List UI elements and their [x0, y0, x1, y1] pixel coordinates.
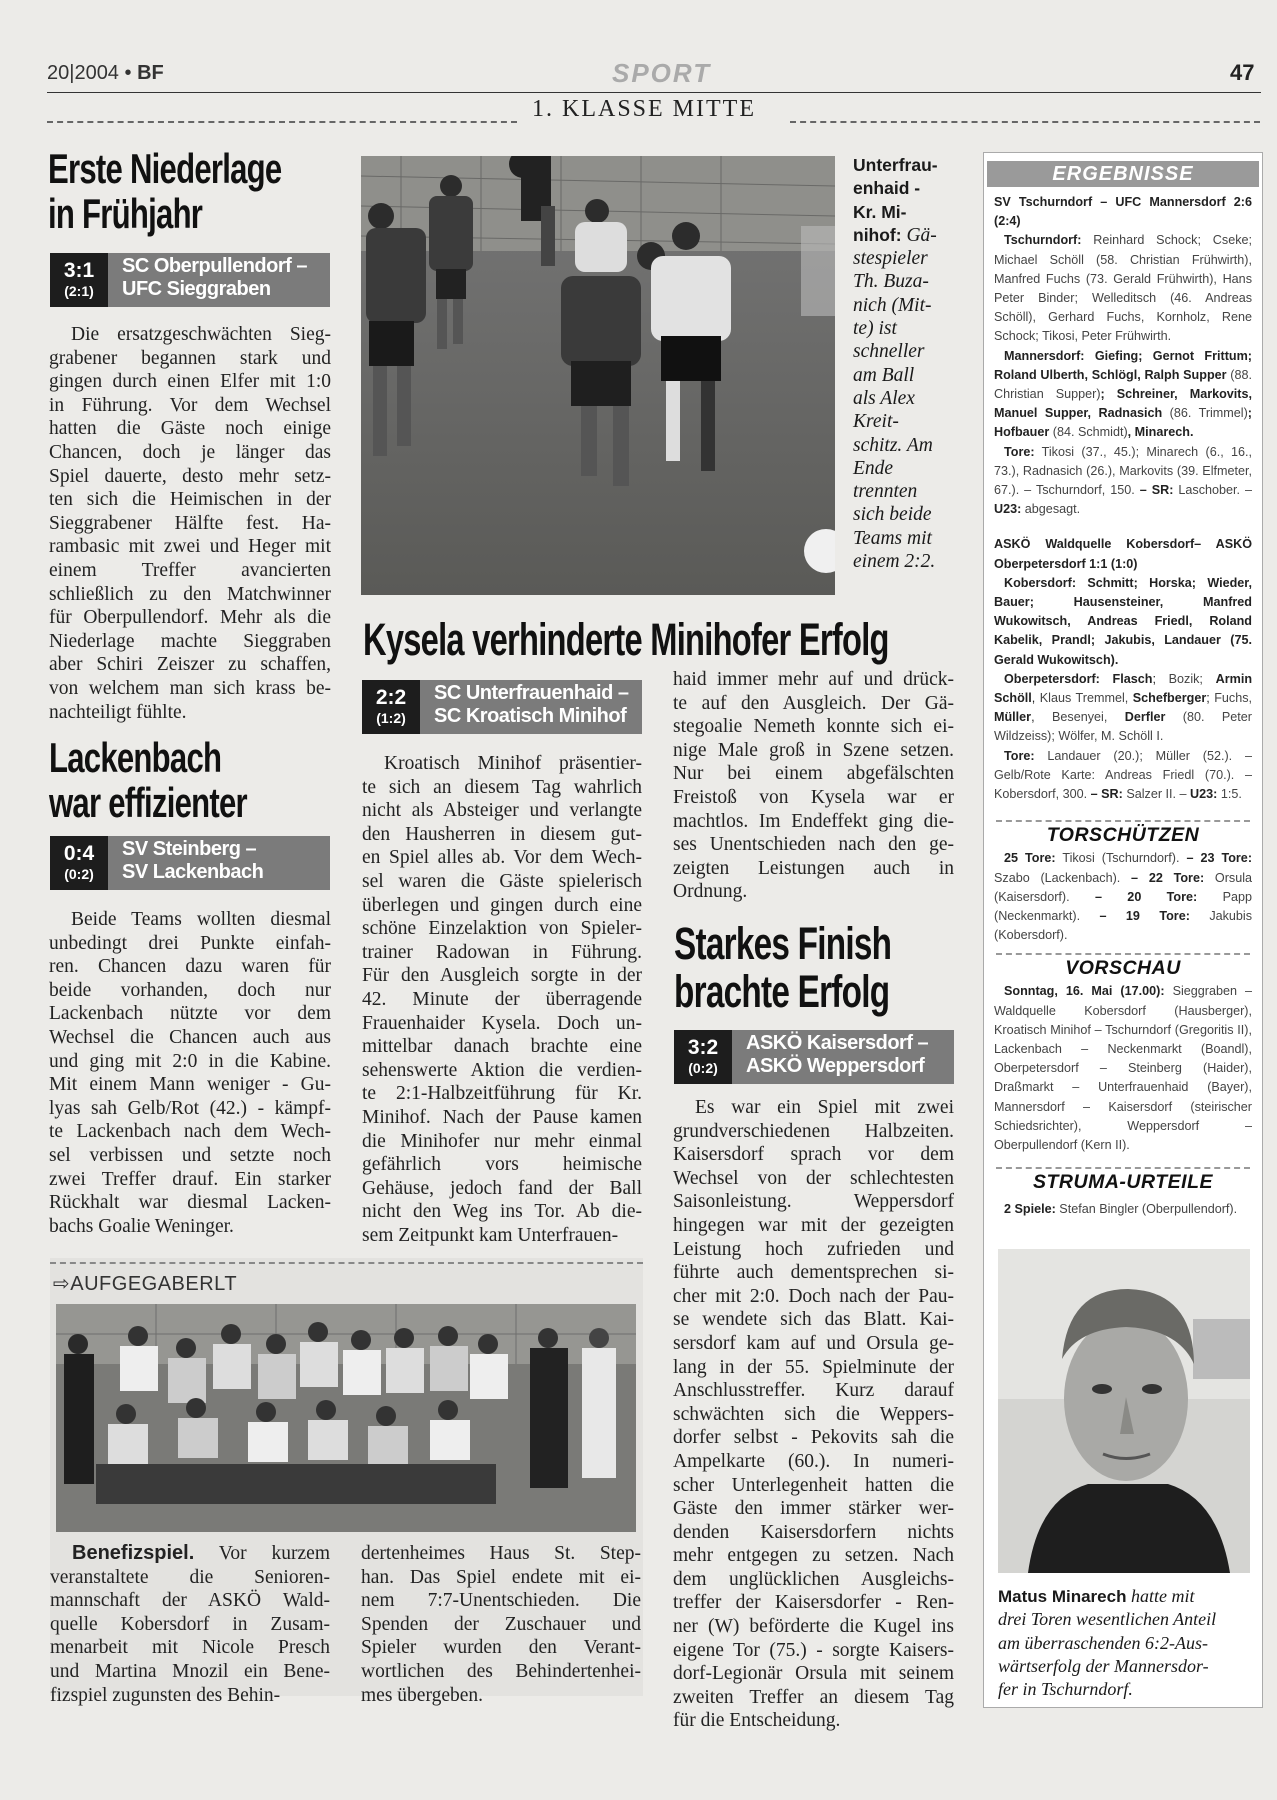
text-line: Beide Teams wollten diesmal	[71, 909, 331, 930]
score-halftime: (1:2)	[376, 710, 406, 726]
ergebnisse-result-1: SV Tschurndorf – UFC Mannersdorf 2:6 (2:4) Tschurndorf: Reinhard Schock; Cseke; Michael Schöll (58. Christian Frühwirth), Manfred Fuchs (73. Gerald Frühwirth), Hans Peter Binder; Welleditsch (46. Andreas Schöll), Gerhard Fuchs, Kornholz, Rene Schock; Tikosi, Peter Frühwirth. Mannersdorf: Giefing; Gernot Frittum; Roland Ulberth, Schlögl, Ralph Supper (88. Christian Supper); Schreiner, Markovits, Manuel Supper, Radnasich (86. Trimmel); Hofbauer (84. Schmidt), Minarech. Tore: Tikosi (37., 45.); Minarech (6., 16., 73.), Radnasich (26.), Markovits (39. Elfmeter, 67.). – Tschurndorf, 150. – SR: Laschober. – U23: abgesagt.	[994, 195, 1253, 517]
text-line: nige Male groß in Szene setzen.	[673, 739, 954, 761]
aufgegaberlt-text-col2	[361, 1542, 641, 1707]
ergebnisse-result-2: ASKÖ Waldquelle Kobersdorf– ASKÖ Oberpetersdorf 1:1 (1:0) Kobersdorf: Schmitt; Horska; Wieder, Bauer; Hausensteiner, Manfred Wukowitsch, Andreas Friedl, Roland Kabelik, Prandl; Jakubis, Landauer (75. Gerald Wukowitsch). Oberpetersdorf: Flasch; Bozik; Armin Schöll, Klaus Tremmel, Schefberger; Fuchs, Müller, Besenyei, Derfler (80. Peter Wildzeiss); Wölfer, M. Schöll I. Tore: Landauer (20.); Müller (52.). – Gelb/Rote Karte: Andreas Friedl (70.). – Kobersdorf, 300. – SR: Salzer II. – U23: 1:5.	[994, 537, 1253, 802]
league-title: 1. KLASSE MITTE	[532, 96, 756, 122]
article2-score-bar	[50, 836, 330, 890]
group-photo-image	[56, 1304, 636, 1532]
text-line: Spiel dauerte, desto mehr setz-	[49, 465, 331, 487]
text-line: sehenswerte Aktion die verdien-	[362, 1059, 642, 1081]
caption-line: fer in Tschurndorf.	[998, 1679, 1133, 1700]
score-result: 3:2	[687, 1036, 719, 1059]
article1-body	[49, 323, 331, 724]
vorschau-list: Sonntag, 16. Mai (17.00): Sieggraben – Waldquelle Kobersdorf (Hausberger), Kroatisch Minihof – Tschurndorf (Gregoritis II), Lackenbach – Neckenmarkt (Boandl), Oberpetersdorf – Steinberg (Haider), Draßmarkt – Unterfrauenhaid (Bayer), Mannersdorf – Kaisersdorf (steirischer Schiedsrichter), Weppersdorf – Oberpullendorf (Kern II).	[994, 984, 1253, 1152]
text-line: hingegen war mit der gezeigten	[673, 1214, 954, 1236]
text-line: hatten die Gäste noch einige	[49, 418, 331, 440]
text-line: wortlichen des Behindertenhei-	[361, 1660, 641, 1682]
text-line: mittelbar danach brachte eine	[362, 1036, 642, 1058]
text-line: und ging mit 2:0 in die Kabine.	[49, 1050, 331, 1072]
text-line: Gäste den immer stärker wer-	[673, 1498, 954, 1520]
text-line: stegoalie Nemeth konnte sich ei-	[673, 716, 954, 738]
text-line: mehr entgegen zu setzen. Nach	[673, 1545, 954, 1567]
soccer-match-image	[361, 156, 835, 595]
text-line: grabener begannen stark und	[49, 347, 331, 369]
text-line: Leistung hoch zufrieden und	[673, 1238, 954, 1260]
vorschau-header: VORSCHAU	[1065, 957, 1181, 980]
text-line: eigene Tor (75.) - sorgte Kaisers-	[673, 1639, 954, 1661]
sidebar	[983, 152, 1263, 1708]
article4-body	[673, 1096, 954, 1733]
article3-score-bar	[362, 680, 642, 734]
text-line: Kaisersdorf sprach vor dem	[673, 1144, 954, 1166]
text-line: ten sich die Heimischen in der	[49, 489, 331, 511]
text-line: machtlos. Im Endeffekt ging die-	[673, 810, 954, 832]
text-line: für Oberpullendorf. Mehr als die	[49, 607, 331, 629]
caption-line: sich beide	[853, 504, 932, 526]
text-line: cher mit 2:0. Doch nach der Pau-	[673, 1285, 954, 1307]
text-line: lang in der 55. Spielminute der	[673, 1356, 954, 1378]
text-line: den Hausherren in diesem gut-	[362, 823, 642, 845]
text-line: Minihof. Nach der Pause kamen	[362, 1106, 642, 1128]
header-dash-right	[790, 121, 1260, 123]
player-portrait	[998, 1249, 1250, 1573]
score-halftime: (2:1)	[64, 283, 94, 299]
text-line: Ampelkarte (60.). In numeri-	[673, 1450, 954, 1472]
team-home: SC Oberpullendorf –	[122, 255, 307, 277]
text-line: überlegen und gingen durch eine	[362, 894, 642, 916]
text-line: von welchem man sich krass be-	[49, 677, 331, 699]
caption-line: einem 2:2.	[853, 551, 936, 573]
text-line: scher Unterlegenheit hatten die	[673, 1474, 954, 1496]
text-line: in Führung. Vor dem Wechsel	[49, 394, 331, 416]
text-line: Wechsel von der schlechtesten	[673, 1167, 954, 1189]
text-line: nicht den Weg ins Tor. Ab die-	[362, 1201, 642, 1223]
text-line: trainer Radowan in Führung.	[362, 941, 642, 963]
text-line: Es war ein Spiel mit zwei	[695, 1097, 954, 1118]
text-line: han. Das Spiel endete mit ei-	[361, 1566, 641, 1588]
caption-line: Unterfrau-	[853, 155, 938, 175]
text-line: te sich an diesem Tag wahrlich	[362, 776, 642, 798]
header-rule	[47, 92, 1261, 93]
text-line: te Lackenbach nach dem Wech-	[49, 1121, 331, 1143]
text-line: dertenheimes Haus St. Step-	[361, 1543, 641, 1564]
article2-headline: Lackenbach war effizienter	[49, 734, 247, 826]
article1-score-bar	[50, 253, 330, 307]
text-line: Chancen, doch je länger das	[49, 441, 331, 463]
text-line: Saisonleistung. Weppersdorf	[673, 1191, 954, 1213]
text-line: Nur bei einem abgefälschten	[673, 763, 954, 785]
text-line: lyas sah Gelb/Rot (42.) - kämpf-	[49, 1097, 331, 1119]
text-line: aber Schiri Zeiszer zu schaffen,	[49, 654, 331, 676]
text-line: bachs Goalie Weninger.	[49, 1215, 234, 1237]
text-line: gefährlich vors heimische	[362, 1154, 642, 1176]
text-line: sel verbissen und setzte noch	[49, 1144, 331, 1166]
text-line: rambasic mit zwei und Heger mit	[49, 536, 331, 558]
caption-line: nihof: Gä-	[853, 224, 937, 246]
text-line: nachteiligt fühlte.	[49, 701, 187, 723]
text-line: fizspiel zugunsten des Behin-	[50, 1684, 281, 1706]
text-line: sem Zeitpunkt kam Unterfrauen-	[362, 1224, 619, 1246]
text-line: te 2:1-Halbzeitführung für Kr.	[362, 1083, 642, 1105]
text-line: Für den Ausgleich sorgte in der	[362, 965, 642, 987]
text-line: Frauenhaider Kysela. Doch un-	[362, 1012, 642, 1034]
text-line: führte auch dementsprechen si-	[673, 1262, 954, 1284]
arrow-icon: ⇨	[53, 1273, 71, 1295]
section-title: SPORT	[612, 58, 712, 88]
text-line: die Minihofer nur mehr einmal	[362, 1130, 642, 1152]
text-line: nem 7:7-Unentschieden. Die	[361, 1590, 641, 1612]
aufgegaberlt-label: ⇨AUFGEGABERLT	[53, 1273, 238, 1295]
match-photo-caption	[853, 154, 973, 573]
text-line: Rückhalt war diesmal Lacken-	[49, 1192, 331, 1214]
caption-line: Teams mit	[853, 527, 932, 549]
text-line: Spieler wurden den Verant-	[361, 1637, 641, 1659]
aufgegaberlt-text-col1	[50, 1542, 330, 1707]
text-line: quelle Kobersdorf in Zusam-	[50, 1613, 330, 1635]
score-result: 0:4	[63, 842, 95, 865]
caption-line: Ende	[853, 457, 894, 479]
team-away: ASKÖ Weppersdorf	[746, 1055, 925, 1077]
caption-line: am Ball	[853, 364, 915, 386]
caption-line: te) ist	[853, 318, 897, 340]
article3-body-col2	[673, 668, 954, 904]
benefizspiel-lead: Benefizspiel.	[72, 1542, 195, 1564]
text-line: en Spiel alles ab. Vor dem Wech-	[362, 847, 642, 869]
caption-line: trennten	[853, 481, 918, 503]
caption-line: wärtserfolg der Mannersdor-	[998, 1655, 1209, 1676]
text-line: nicht als Absteiger und verlangte	[362, 800, 642, 822]
caption-line: enhaid -	[853, 178, 921, 199]
text-line: treffer der Kaisersdorfer - Ren-	[673, 1592, 954, 1614]
text-line: ses Unentschieden nach den ge-	[673, 834, 954, 856]
score-result: 2:2	[375, 686, 407, 709]
text-line: zweiten Treffer an diesem Tag	[673, 1686, 954, 1708]
article1-headline: Erste Niederlage in Frühjahr	[48, 145, 282, 237]
caption-line: schitz. Am	[853, 434, 933, 456]
team-away: SC Kroatisch Minihof	[434, 705, 627, 727]
issue-number: 20|2004 • BF	[47, 62, 164, 84]
torschuetzen-list: 25 Tore: Tikosi (Tschurndorf). – 23 Tore: Szabo (Lackenbach). – 22 Tore: Orsula (Kaisersdorf). – 20 Tore: Papp (Neckenmarkt). – 19 Tore: Jakubis (Kobersdorf).	[994, 851, 1253, 943]
text-line: einem Treffer avancierten	[49, 559, 331, 581]
text-line: Mit einem Mann weniger - Gu-	[49, 1074, 331, 1096]
team-home: SC Unterfrauenhaid –	[434, 682, 629, 704]
text-line: sel waren die Gäste spielerisch	[362, 870, 642, 892]
match-photo	[361, 156, 835, 595]
text-line: Die ersatzgeschwächten Sieg-	[71, 324, 331, 345]
text-line: für die Entscheidung.	[673, 1710, 841, 1732]
caption-line: am überraschenden 6:2-Aus-	[998, 1632, 1208, 1653]
text-line: Niederlage machte Sieggraben	[49, 630, 331, 652]
team-group-photo	[56, 1304, 636, 1532]
portrait-image	[998, 1249, 1250, 1573]
struma-header: STRUMA-URTEILE	[1033, 1171, 1213, 1194]
ergebnisse-header: ERGEBNISSE	[987, 161, 1259, 187]
header-dash-left	[47, 121, 517, 123]
text-line: Sieggrabener Hälfte fest. Ha-	[49, 512, 331, 534]
text-line: Ordnung.	[673, 881, 748, 903]
caption-line: Th. Buza-	[853, 271, 929, 293]
caption-line: hatte mit	[1130, 1586, 1195, 1606]
text-line: schöne Einzelaktion von Spieler-	[362, 918, 642, 940]
text-line: Kroatisch Minihof präsentier-	[384, 753, 642, 774]
text-line: veranstaltete die Senioren-	[50, 1566, 330, 1588]
text-line: Freistoß von Kysela war er	[673, 786, 954, 808]
caption-line: Kreit-	[853, 411, 899, 433]
score-halftime: (0:2)	[688, 1060, 718, 1076]
text-line: Spenden der Zuschauer und	[361, 1613, 641, 1635]
text-line: haid immer mehr auf und drück-	[673, 669, 954, 690]
score-halftime: (0:2)	[64, 866, 94, 882]
article3-body-col1	[362, 752, 642, 1247]
text-line: Lackenbach nützte vor dem	[49, 1003, 331, 1025]
text-line: Gehäuse, jedoch fand der Ball	[362, 1177, 642, 1199]
text-line: zwei Treffer drauf. Ein starker	[49, 1168, 331, 1190]
text-line: ren. Chancen dazu waren für	[49, 956, 331, 978]
team-away: UFC Sieggraben	[122, 278, 271, 300]
text-line: mes übergeben.	[361, 1684, 484, 1706]
text-line: zeigten Leistungen auch in	[673, 857, 954, 879]
text-line: menarbeit mit Nicole Presch	[50, 1637, 330, 1659]
text-line: Wechsel die Chancen auch aus	[49, 1026, 331, 1048]
caption-line: nich (Mit-	[853, 294, 932, 316]
article4-score-bar	[674, 1030, 954, 1084]
aufgegaberlt-box	[50, 1258, 643, 1706]
text-line: Benefizspiel. Vor kurzem	[72, 1542, 330, 1564]
text-line: gingen durch einen Elfer mit 1:0	[49, 371, 331, 393]
text-line: unbedingt drei Punkte einfah-	[49, 932, 331, 954]
torschuetzen-header: TORSCHÜTZEN	[1046, 824, 1200, 847]
caption-line: drei Toren wesentlichen Anteil	[998, 1609, 1217, 1630]
team-home: SV Steinberg –	[122, 838, 257, 860]
article2-body	[49, 908, 331, 1238]
article3-headline: Kysela verhinderte Minihofer Erfolg	[363, 614, 889, 665]
text-line: schließlich zu den Matchwinner	[49, 583, 331, 605]
text-line: sersdorf kam auf und Orsula ge-	[673, 1332, 954, 1354]
text-line: grundverschiedenen Halbzeiten.	[673, 1120, 954, 1142]
text-line: Anschlusstreffer. Kurz darauf	[673, 1380, 954, 1402]
text-line: ner (W) beförderte die Kugel ins	[673, 1616, 954, 1638]
caption-line: als Alex	[853, 387, 915, 409]
score-result: 3:1	[63, 259, 95, 282]
text-line: beide vorhanden, doch nur	[49, 979, 331, 1001]
text-line: 42. Minute der überragende	[362, 988, 642, 1010]
text-line: denden Kaisersdorfern nichts	[673, 1521, 954, 1543]
text-line: mannschaft der ASKÖ Wald-	[50, 1590, 330, 1612]
team-away: SV Lackenbach	[122, 861, 264, 883]
caption-line: Kr. Mi-	[853, 201, 907, 222]
text-line: dorfer selbst - Pekovits sah die	[673, 1427, 954, 1449]
caption-line: schneller	[853, 341, 925, 363]
text-line: schwächten sich die Weppers-	[673, 1403, 954, 1425]
article4-headline: Starkes Finish brachte Erfolg	[674, 918, 892, 1017]
text-line: te auf den Ausgleich. Der Gä-	[673, 692, 954, 714]
text-line: dorf-Legionär Orsula mit seinem	[673, 1663, 954, 1685]
struma-text: 2 Spiele: Stefan Bingler (Oberpullendorf).	[1004, 1202, 1238, 1217]
text-line: und Martina Mnozil ein Bene-	[50, 1660, 330, 1682]
team-home: ASKÖ Kaisersdorf –	[746, 1032, 929, 1054]
text-line: se wendete sich das Blatt. Kai-	[673, 1309, 954, 1331]
text-line: dem unglücklichen Ausgleichs-	[673, 1568, 954, 1590]
caption-line: stespieler	[853, 248, 928, 270]
page-number: 47	[1230, 60, 1255, 85]
portrait-caption: Matus Minarech hatte mit drei Toren wesentlichen Anteil am überraschenden 6:2-Aus- wärtserfolg der Mannersdor- fer in Tschurndorf.	[998, 1585, 1254, 1701]
